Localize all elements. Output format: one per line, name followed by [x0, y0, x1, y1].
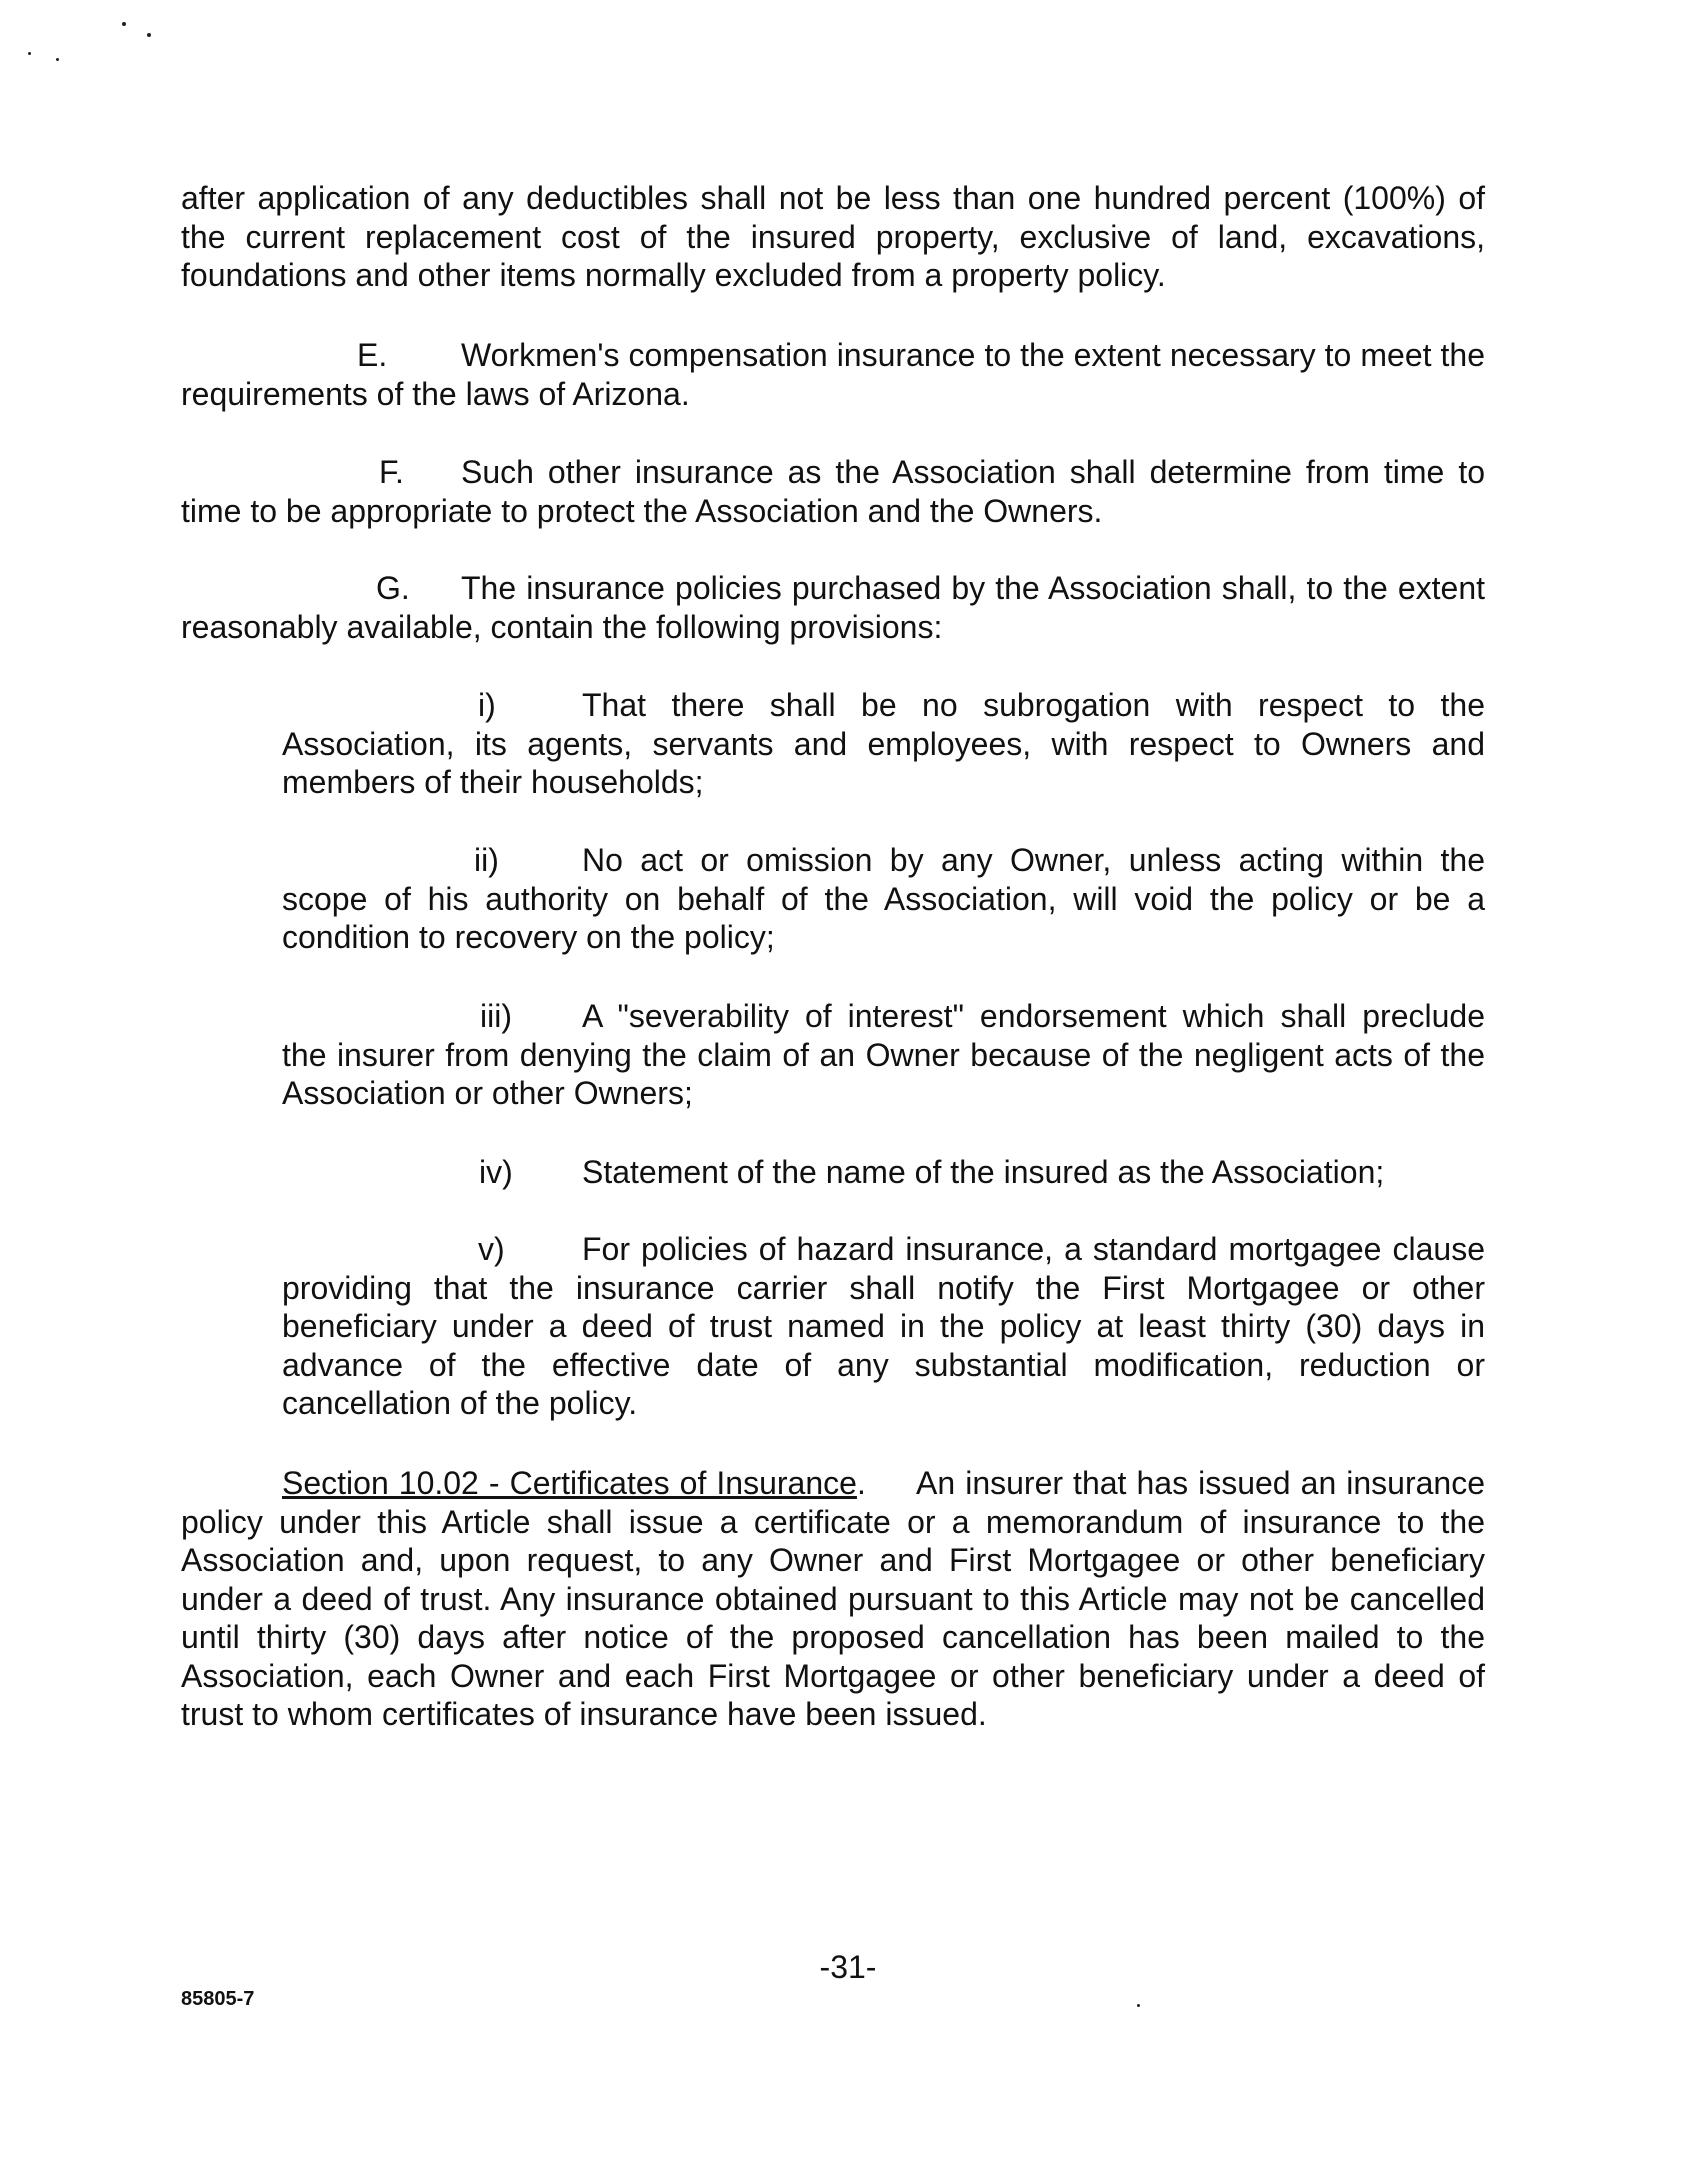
scan-speck: [122, 22, 126, 26]
section-10-02-heading: Section 10.02 - Certificates of Insurance: [282, 1465, 857, 1501]
subitem-ii-label: ii): [474, 842, 499, 878]
subitem-v-paragraph: [282, 1230, 1485, 1423]
item-f-paragraph: [181, 453, 1485, 530]
subitem-i-label: i): [478, 687, 496, 723]
item-g-text: The insurance policies purchased by the Association shall, to the extent reasonably available, contain the following provisions:: [181, 570, 1485, 645]
item-g-paragraph: [181, 569, 1485, 646]
subitem-v-label: v): [478, 1231, 505, 1267]
item-g-label: G.: [376, 570, 410, 606]
subitem-iv-label: iv): [479, 1154, 513, 1190]
subitem-iii-label: iii): [480, 998, 512, 1034]
subitem-iii-text: A "severability of interest" endorsement which shall preclude the insurer from denying the claim of an Owner because of the negligent acts of the Association or other Owners;: [282, 998, 1485, 1111]
section-10-02-text: An insurer that has issued an insurance policy under this Article shall issue a certificate or a memorandum of insurance to the Association and, upon request, to any Owner and First Mortgagee or other beneficiary under a deed of trust. Any insurance obtained pursuant to this Article may not be cancelled until thirty (30) days after notice of the proposed cancellation has been mailed to the Association, each Owner and each First Mortgagee or other beneficiary under a deed of trust to whom certificates of insurance have been issued.: [181, 1465, 1486, 1732]
section-10-02-paragraph: Section 10.02 - Certificates of Insurance. An insurer that has issued an insurance policy under this Article shall issue a certificate or a memorandum of insurance to the Association and, upon request, to any Owner and First Mortgagee or other beneficiary under a deed of trust. Any insurance obtained pursuant to this Article may not be cancelled until thirty (30) days after notice of the proposed cancellation has been mailed to the Association, each Owner and each First Mortgagee or other beneficiary under a deed of trust to whom certificates of insurance have been issued.: [181, 1465, 1486, 1732]
scan-speck: [147, 33, 151, 37]
subitem-i-paragraph: [282, 686, 1485, 802]
subitem-ii-paragraph: [282, 841, 1485, 957]
intro-paragraph: after application of any deductibles shall not be less than one hundred percent (100%) of the current replacement cost of the insured property, exclusive of land, excavations, foundations and other items normally excluded from a property policy.: [181, 180, 1485, 293]
document-id: 85805-7: [181, 1988, 255, 2010]
subitem-ii-text: No act or omission by any Owner, unless acting within the scope of his authority on behalf of the Association, will void the policy or be a condition to recovery on the policy;: [282, 842, 1485, 955]
subitem-iii-paragraph: [282, 997, 1485, 1113]
item-e-paragraph: [181, 336, 1485, 413]
subitem-iv-paragraph: [282, 1153, 1485, 1192]
subitem-v-text: For policies of hazard insurance, a standard mortgagee clause providing that the insurance carrier shall notify the First Mortgagee or other beneficiary under a deed of trust named in the policy at least thirty (30) days in advance of the effective date of any substantial modification, reduction or cancellation of the policy.: [282, 1231, 1485, 1421]
subitem-i-text: That there shall be no subrogation with respect to the Association, its agents, servants and employees, with respect to Owners and members of their households;: [282, 687, 1485, 800]
scan-speck: [28, 52, 31, 55]
item-f-label: F.: [379, 454, 404, 490]
item-e-text: Workmen's compensation insurance to the extent necessary to meet the requirements of the laws of Arizona.: [181, 337, 1485, 412]
item-e-label: E.: [357, 337, 388, 373]
subitem-iv-text: Statement of the name of the insured as the Association;: [582, 1154, 1385, 1190]
scan-speck: [56, 58, 59, 61]
item-f-text: Such other insurance as the Association shall determine from time to time to be appropriate to protect the Association and the Owners.: [181, 454, 1485, 529]
scan-speck: [1137, 2004, 1140, 2007]
page-number: -31-: [819, 1949, 877, 1985]
